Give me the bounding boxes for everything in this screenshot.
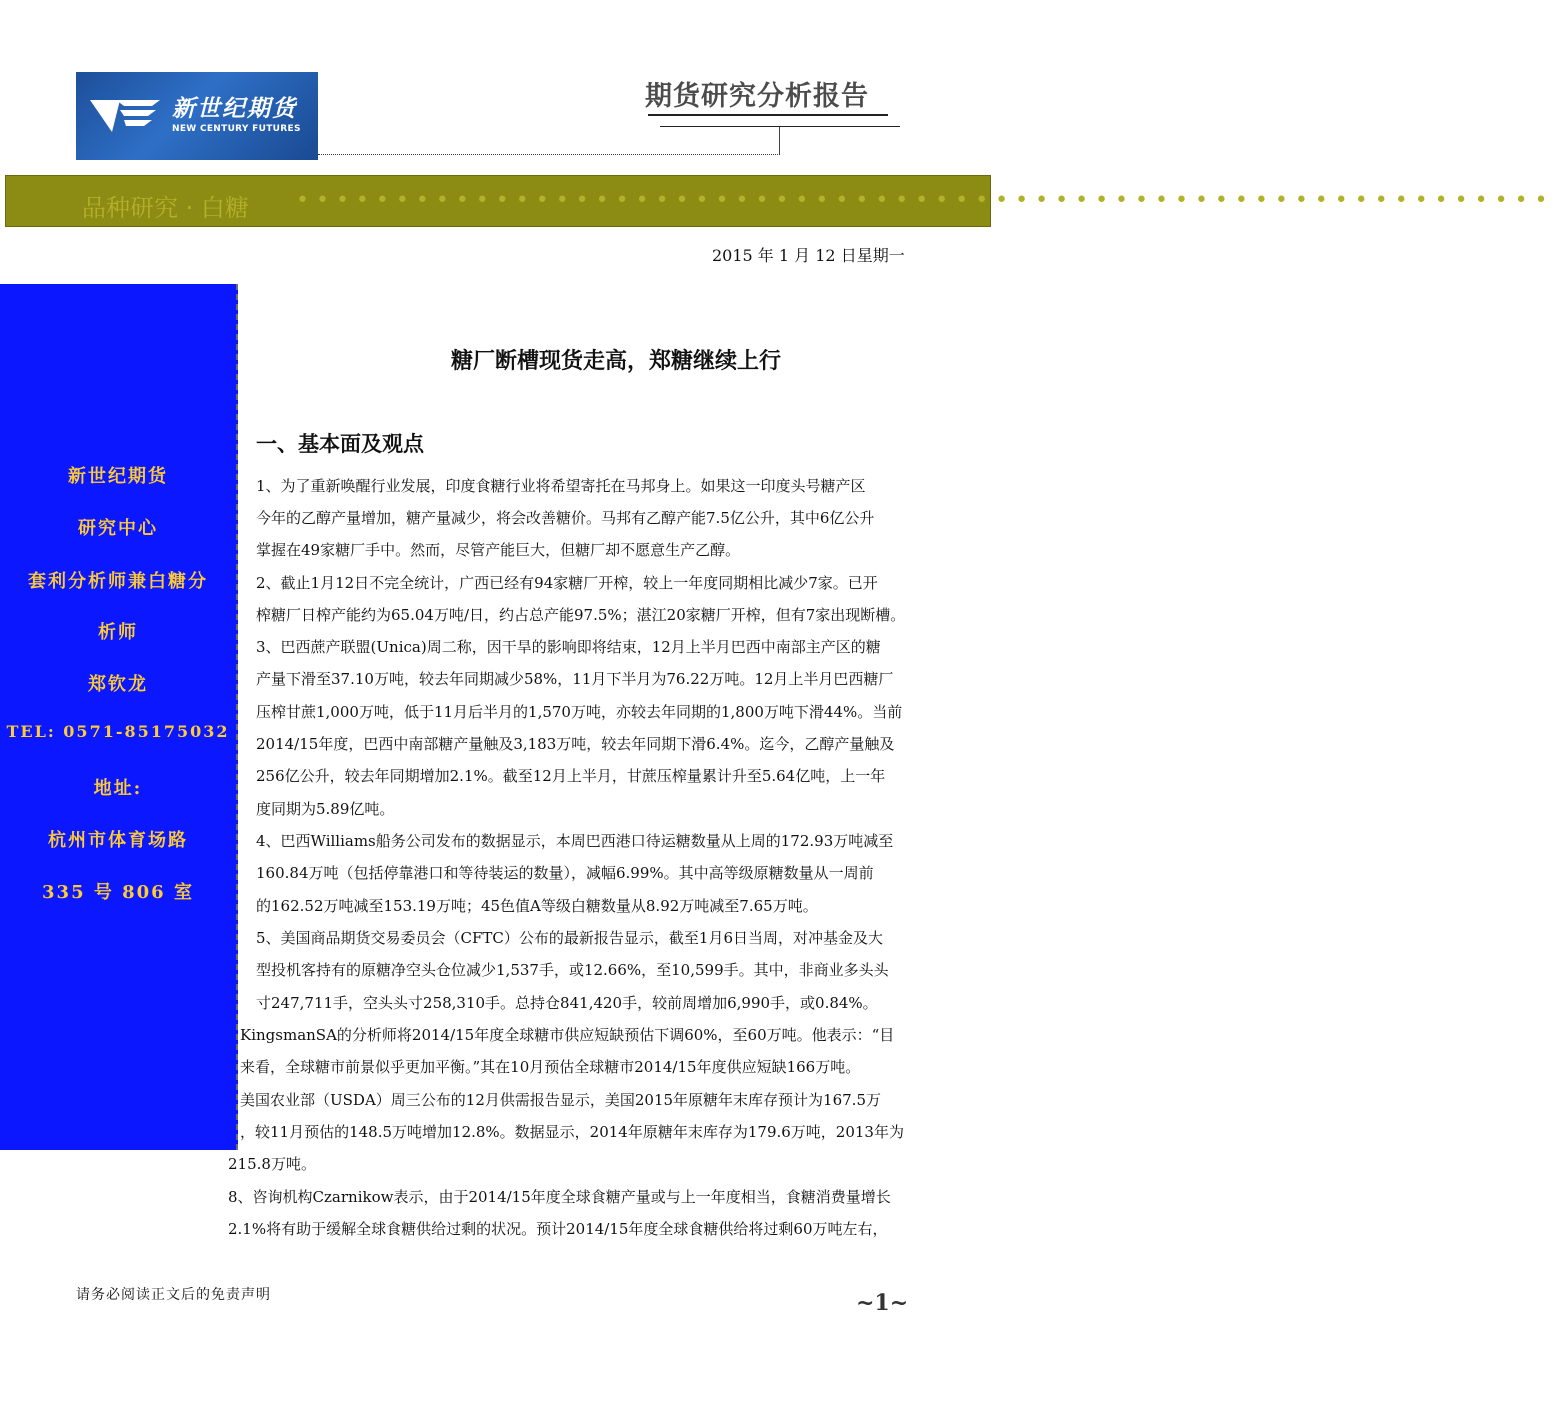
article-title: 糖厂断槽现货走高，郑糖继续上行	[450, 349, 781, 374]
header-rule	[648, 114, 888, 116]
sidebar-company: 新世纪期货	[68, 466, 168, 487]
logo-mark-icon	[90, 92, 162, 140]
header-rule-secondary	[660, 126, 900, 127]
text-line: 来看，全球糖市前景似乎更加平衡。”其在10月预估全球糖市2014/15年度供应短缺166万吨。	[240, 1058, 861, 1076]
text-line: 8、咨询机构Czarnikow表示，由于2014/15年度全球食糖产量或与上一年度相当，食糖消费量增长	[228, 1188, 891, 1206]
text-line: 度同期为5.89亿吨。	[256, 800, 395, 818]
analyst-sidebar	[0, 284, 238, 1150]
sidebar-address-label: 地址:	[93, 778, 143, 799]
sidebar-role-line2: 析师	[98, 622, 138, 643]
text-line: 产量下滑至37.10万吨，较去年同期减少58%，11月下半月为76.22万吨。12月上半月巴西糖厂	[256, 670, 894, 688]
text-line: 压榨甘蔗1,000万吨，低于11月后半月的1,570万吨，亦较去年同期的1,800万吨下滑44%。当前	[256, 703, 903, 721]
logo-english-name: NEW CENTURY FUTURES	[172, 124, 301, 134]
text-line: 2.1%将有助于缓解全球食糖供给过剩的状况。预计2014/15年度全球食糖供给将过剩60万吨左右，	[228, 1220, 888, 1238]
dotted-divider	[318, 154, 780, 155]
company-logo	[76, 72, 318, 160]
text-line: ，较11月预估的148.5万吨增加12.8%。数据显示，2014年原糖年末库存为179.6万吨，2013年为	[240, 1123, 904, 1141]
text-line: 2、截止1月12日不完全统计，广西已经有94家糖厂开榨，较上一年度同期相比减少7家。已开	[256, 574, 878, 592]
report-title: 期货研究分析报告	[645, 81, 869, 112]
sidebar-department: 研究中心	[78, 518, 158, 539]
text-line: 榨糖厂日榨产能约为65.04万吨/日，约占总产能97.5%；湛江20家糖厂开榨，但有7家出现断槽。	[256, 606, 906, 624]
text-line: 5、美国商品期货交易委员会（CFTC）公布的最新报告显示，截至1月6日当周，对冲基金及大	[256, 929, 884, 947]
text-line: 256亿公升，较去年同期增加2.1%。截至12月上半月，甘蔗压榨量累计升至5.64亿吨，上一年	[256, 767, 886, 785]
header-divider	[779, 127, 780, 155]
page-number: ~1~	[856, 1290, 909, 1316]
disclaimer-note: 请务必阅读正文后的免责声明	[76, 1287, 271, 1303]
sidebar-address-line2: 335 号 806 室	[42, 882, 194, 903]
sidebar-tel: TEL: 0571-85175032	[6, 722, 230, 741]
category-band	[5, 175, 1555, 227]
text-line: 215.8万吨。	[228, 1155, 316, 1173]
report-date: 2015 年 1 月 12 日星期一	[712, 246, 905, 265]
text-line: 今年的乙醇产量增加，糖产量减少，将会改善糖价。马邦有乙醇产能7.5亿公升，其中6亿公升	[256, 509, 875, 527]
text-line: 美国农业部（USDA）周三公布的12月供需报告显示，美国2015年原糖年末库存预计为167.5万	[240, 1091, 881, 1109]
text-line: 4、巴西Williams船务公司发布的数据显示，本周巴西港口待运糖数量从上周的172.93万吨减至	[256, 832, 894, 850]
text-line: 的162.52万吨减至153.19万吨；45色值A等级白糖数量从8.92万吨减至7.65万吨。	[256, 897, 818, 915]
text-line: 160.84万吨（包括停靠港口和等待装运的数量），减幅6.99%。其中高等级原糖数量从一周前	[256, 864, 874, 882]
category-label: 品种研究 · 白糖	[82, 194, 249, 222]
text-line: 掌握在49家糖厂手中。然而，尽管产能巨大，但糖厂却不愿意生产乙醇。	[256, 541, 741, 559]
sidebar-role-line1: 套利分析师兼白糖分	[28, 571, 208, 592]
text-line: 2014/15年度，巴西中南部糖产量触及3,183万吨，较去年同期下滑6.4%。迄今，乙醇产量触及	[256, 735, 895, 753]
text-line: 1、为了重新唤醒行业发展，印度食糖行业将希望寄托在马邦身上。如果这一印度头号糖产区	[256, 477, 866, 495]
section-heading: 一、基本面及观点	[256, 432, 424, 456]
text-line: 型投机客持有的原糖净空头仓位减少1,537手，或12.66%，至10,599手。其中，非商业多头头	[256, 961, 889, 979]
text-line: KingsmanSA的分析师将2014/15年度全球糖市供应短缺预估下调60%，至60万吨。他表示：“目	[240, 1026, 895, 1044]
sidebar-address-line1: 杭州市体育场路	[48, 830, 188, 851]
text-line: 寸247,711手，空头头寸258,310手。总持仓841,420手，较前周增加6,990手，或0.84%。	[256, 994, 878, 1012]
text-line: 3、巴西蔗产联盟(Unica)周二称，因干旱的影响即将结束，12月上半月巴西中南部主产区的糖	[256, 638, 881, 656]
sidebar-analyst-name: 郑钦龙	[88, 674, 148, 695]
logo-chinese-name: 新世纪期货	[172, 95, 297, 122]
decorative-dots: •••••••••••••••••••••••••••••••••••••••••••••••••••••••••••••••	[296, 188, 1555, 213]
